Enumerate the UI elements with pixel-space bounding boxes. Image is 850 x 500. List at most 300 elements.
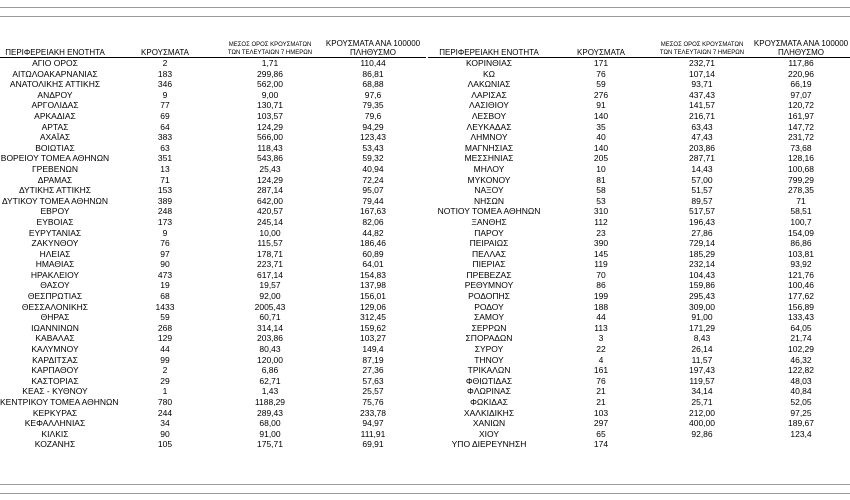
cases-cell: 119 — [594, 259, 608, 270]
cases-cell: 351 — [157, 153, 173, 164]
right-cases-table — [428, 35, 850, 450]
table-row — [0, 164, 426, 175]
region-cell: ΦΩΚΙΔΑΣ — [470, 397, 508, 407]
avg7-cell: 197,43 — [689, 365, 715, 376]
cases-cell: 174 — [593, 439, 609, 450]
per100k-cell: 72,24 — [362, 174, 384, 185]
cases-cell: 4 — [598, 354, 604, 365]
table-row — [428, 376, 850, 387]
cases-cell: 63 — [160, 142, 170, 153]
cases-cell: 183 — [157, 68, 173, 79]
avg7-cell: 120,00 — [257, 354, 283, 365]
avg7-cell: 729,14 — [689, 238, 715, 249]
region-cell: ΘΑΣΟΥ — [40, 280, 70, 291]
per100k-cell: 25,57 — [362, 386, 384, 397]
table-row — [0, 376, 426, 387]
avg7-cell: 309,00 — [689, 301, 715, 312]
region-cell: ΑΝΑΤΟΛΙΚΗΣ ΑΤΤΙΚΗΣ — [9, 79, 101, 90]
table-row — [428, 386, 850, 397]
per100k-cell: 95,07 — [362, 185, 384, 196]
table-row — [0, 196, 426, 207]
cases-cell: 71 — [160, 174, 170, 185]
cases-cell: 140 — [593, 110, 609, 121]
table-row — [428, 196, 850, 207]
cases-cell: 268 — [157, 322, 173, 333]
per100k-cell: 66,19 — [790, 79, 812, 90]
per100k-cell: 68,88 — [362, 79, 384, 90]
per100k-cell: 82,06 — [362, 216, 384, 227]
cases-cell: 19 — [160, 280, 170, 291]
avg7-cell: 299,86 — [257, 68, 283, 79]
table-row — [428, 228, 850, 239]
table-row — [0, 291, 426, 302]
table-row — [428, 122, 850, 133]
per100k-cell: 79,35 — [362, 100, 384, 111]
avg7-cell: 1,71 — [261, 58, 279, 68]
avg7-cell: 289,43 — [257, 407, 283, 418]
cases-cell: 188 — [593, 301, 609, 312]
header-avg7: ΜΕΣΟΣ ΟΡΟΣ ΚΡΟΥΣΜΑΤΩΝ ΤΩΝ ΤΕΛΕΥΤΑΙΩΝ 7 ΗΜΕΡΩΝ — [659, 42, 745, 56]
avg7-cell: 9,00 — [261, 89, 279, 100]
region-cell: ΚΑΡΔΙΤΣΑΣ — [32, 354, 78, 365]
per100k-cell: 71 — [796, 195, 806, 206]
per100k-cell: 123,4 — [790, 428, 812, 439]
cases-cell: 65 — [596, 428, 606, 439]
table-row — [428, 270, 850, 281]
table-row — [0, 312, 426, 323]
header-row — [0, 35, 426, 58]
avg7-cell: 216,71 — [689, 110, 715, 121]
table-row — [428, 439, 850, 450]
per100k-cell: 86,86 — [790, 238, 812, 249]
cases-cell: 1 — [162, 386, 168, 397]
avg7-cell: 47,43 — [691, 132, 713, 143]
table-row — [428, 333, 850, 344]
header-row — [428, 35, 850, 58]
avg7-cell: 124,29 — [257, 121, 283, 132]
table-row — [0, 418, 426, 429]
avg7-cell: 80,43 — [259, 344, 281, 355]
region-cell: ΡΕΘΥΜΝΟΥ — [464, 280, 514, 291]
cases-cell: 97 — [160, 248, 170, 259]
avg7-cell: 130,71 — [257, 100, 283, 111]
region-cell: ΚΩ — [482, 68, 496, 79]
region-cell: ΧΙΟΥ — [478, 428, 500, 439]
cases-cell: 2 — [162, 365, 168, 376]
region-cell: ΑΓΙΟ ΟΡΟΣ — [32, 58, 78, 68]
table-row — [0, 175, 426, 186]
table-row — [0, 302, 426, 313]
avg7-cell: 115,57 — [257, 238, 283, 249]
table-row — [428, 408, 850, 419]
table-row — [0, 355, 426, 366]
cases-cell: 53 — [596, 195, 606, 206]
avg7-cell: 19,57 — [259, 280, 281, 291]
cases-cell: 76 — [596, 68, 606, 79]
per100k-cell: 58,51 — [790, 206, 812, 217]
bottom-rule-secondary — [0, 493, 850, 494]
bottom-rule — [0, 484, 850, 485]
region-cell: ΕΒΡΟΥ — [40, 206, 70, 217]
table-row — [0, 238, 426, 249]
per100k-cell: 94,97 — [362, 418, 384, 429]
cases-cell: 3 — [598, 333, 604, 344]
cases-cell: 390 — [593, 238, 609, 249]
cases-cell: 2 — [162, 58, 168, 68]
avg7-cell: 63,43 — [691, 121, 713, 132]
region-cell: ΧΑΝΙΩΝ — [472, 418, 506, 429]
avg7-cell: 92,00 — [259, 291, 281, 302]
per100k-cell: 154,09 — [788, 227, 814, 238]
cases-cell: 205 — [593, 153, 609, 164]
cases-cell: 81 — [596, 174, 606, 185]
cases-cell: 77 — [160, 100, 170, 111]
per100k-cell: 147,72 — [788, 121, 814, 132]
region-cell: ΑΧΑΪΑΣ — [39, 132, 71, 143]
avg7-cell: 437,43 — [689, 89, 715, 100]
avg7-cell: 314,14 — [257, 322, 283, 333]
avg7-cell: 57,00 — [691, 174, 713, 185]
cases-cell: 473 — [157, 269, 173, 280]
cases-cell: 44 — [160, 344, 170, 355]
region-cell: ΘΗΡΑΣ — [40, 312, 70, 323]
table-row — [428, 153, 850, 164]
region-cell: ΜΑΓΝΗΣΙΑΣ — [464, 142, 514, 153]
per100k-cell: 60,89 — [362, 248, 384, 259]
avg7-cell: 420,57 — [257, 206, 283, 217]
region-cell: ΤΡΙΚΑΛΩΝ — [467, 365, 511, 376]
region-cell: ΗΜΑΘΙΑΣ — [35, 259, 75, 270]
table-row — [428, 132, 850, 143]
region-cell: ΠΕΛΛΑΣ — [471, 248, 507, 259]
table-row — [428, 365, 850, 376]
cases-cell: 244 — [157, 407, 173, 418]
per100k-cell: 231,72 — [788, 132, 814, 143]
region-cell: ΛΕΣΒΟΥ — [471, 110, 507, 121]
per100k-cell: 64,05 — [790, 322, 812, 333]
cases-cell: 346 — [157, 79, 173, 90]
avg7-cell: 566,00 — [257, 132, 283, 143]
cases-cell: 153 — [157, 185, 173, 196]
region-cell: ΤΗΝΟΥ — [474, 354, 504, 365]
cases-cell: 310 — [593, 206, 609, 217]
per100k-cell: 156,01 — [360, 291, 386, 302]
avg7-cell: 245,14 — [257, 216, 283, 227]
per100k-cell: 177,62 — [788, 291, 814, 302]
avg7-cell: 103,57 — [257, 110, 283, 121]
region-cell: ΖΑΚΥΝΘΟΥ — [31, 238, 79, 249]
table-row — [428, 291, 850, 302]
cases-cell: 173 — [157, 216, 173, 227]
region-cell: ΒΟΙΩΤΙΑΣ — [35, 142, 75, 153]
table-row — [428, 164, 850, 175]
avg7-cell: 92,86 — [691, 428, 713, 439]
region-cell: ΦΛΩΡΙΝΑΣ — [467, 386, 511, 397]
table-row — [0, 397, 426, 408]
cases-cell: 248 — [157, 206, 173, 217]
cases-cell: 383 — [157, 132, 173, 143]
cases-cell: 113 — [594, 322, 608, 333]
cases-cell: 297 — [593, 418, 609, 429]
region-cell: ΝΑΞΟΥ — [474, 185, 504, 196]
region-cell: ΙΩΑΝΝΙΝΩΝ — [31, 322, 79, 333]
region-cell: ΔΡΑΜΑΣ — [37, 174, 73, 185]
region-cell: ΑΙΤΩΛΟΑΚΑΡΝΑΝΙΑΣ — [12, 68, 98, 79]
per100k-cell: 46,32 — [790, 354, 812, 365]
avg7-cell: 27,86 — [691, 227, 713, 238]
cases-cell: 199 — [593, 291, 609, 302]
table-row — [428, 175, 850, 186]
table-row — [428, 280, 850, 291]
table-row — [428, 238, 850, 249]
avg7-cell: 10,00 — [259, 227, 281, 238]
cases-cell: 76 — [596, 375, 606, 386]
region-cell: ΚΙΛΚΙΣ — [41, 428, 69, 439]
region-cell: ΣΥΡΟΥ — [474, 344, 504, 355]
region-cell: ΒΟΡΕΙΟΥ ΤΟΜΕΑ ΑΘΗΝΩΝ — [0, 153, 110, 164]
per100k-cell: 312,45 — [360, 312, 386, 323]
cases-cell: 58 — [596, 185, 606, 196]
table-row — [0, 228, 426, 239]
region-cell: ΠΡΕΒΕΖΑΣ — [466, 269, 512, 280]
per100k-cell: 40,94 — [362, 163, 384, 174]
cases-cell: 105 — [157, 439, 173, 450]
region-cell: ΛΑΡΙΣΑΣ — [471, 89, 507, 100]
table-row — [428, 259, 850, 270]
cases-cell: 70 — [596, 269, 606, 280]
cases-cell: 68 — [160, 291, 170, 302]
table-row — [0, 132, 426, 143]
per100k-cell: 111,91 — [360, 428, 386, 439]
region-cell: ΚΟΡΙΝΘΙΑΣ — [465, 58, 513, 68]
per100k-cell: 220,96 — [788, 68, 814, 79]
avg7-cell: 141,57 — [689, 100, 715, 111]
table-row — [428, 397, 850, 408]
region-cell: ΘΕΣΣΑΛΟΝΙΚΗΣ — [21, 301, 89, 312]
left-table-body — [0, 58, 426, 450]
region-cell: ΠΑΡΟΥ — [474, 227, 504, 238]
per100k-cell: 137,98 — [360, 280, 386, 291]
header-region: ΠΕΡΙΦΕΡΕΙΑΚΗ ΕΝΟΤΗΤΑ — [439, 48, 539, 57]
avg7-cell: 26,14 — [691, 344, 713, 355]
avg7-cell: 287,71 — [689, 153, 715, 164]
cases-cell: 145 — [593, 248, 609, 259]
table-row — [0, 280, 426, 291]
per100k-cell: 97,25 — [790, 407, 812, 418]
avg7-cell: 62,71 — [259, 375, 281, 386]
avg7-cell: 68,00 — [259, 418, 281, 429]
per100k-cell: 27,36 — [362, 365, 384, 376]
per100k-cell: 799,29 — [788, 174, 814, 185]
region-cell: ΥΠΟ ΔΙΕΡΕΥΝΗΣΗ — [451, 439, 527, 450]
avg7-cell: 617,14 — [257, 269, 283, 280]
region-cell: ΓΡΕΒΕΝΩΝ — [32, 163, 78, 174]
per100k-cell: 93,92 — [790, 259, 812, 270]
region-cell: ΘΕΣΠΡΩΤΙΑΣ — [27, 291, 83, 302]
cases-cell: 44 — [596, 312, 606, 323]
table-row — [0, 323, 426, 334]
per100k-cell: 129,06 — [360, 301, 386, 312]
avg7-cell: 34,14 — [691, 386, 713, 397]
avg7-cell: 171,29 — [689, 322, 715, 333]
avg7-cell: 6,86 — [261, 365, 279, 376]
region-cell: ΚΕΑΣ - ΚΥΘΝΟΥ — [22, 386, 88, 397]
region-cell: ΔΥΤΙΚΗΣ ΑΤΤΙΚΗΣ — [18, 185, 92, 196]
per100k-cell: 156,89 — [788, 301, 814, 312]
table-row — [428, 79, 850, 90]
per100k-cell: 94,29 — [362, 121, 384, 132]
table-row — [428, 100, 850, 111]
cases-cell: 99 — [160, 354, 170, 365]
table-row — [0, 429, 426, 440]
avg7-cell: 295,43 — [689, 291, 715, 302]
table-row — [0, 90, 426, 101]
avg7-cell: 223,71 — [257, 259, 283, 270]
avg7-cell: 400,00 — [689, 418, 715, 429]
region-cell: ΞΑΝΘΗΣ — [471, 216, 507, 227]
header-cases: ΚΡΟΥΣΜΑΤΑ — [577, 48, 625, 57]
table-row — [0, 408, 426, 419]
region-cell: ΜΕΣΣΗΝΙΑΣ — [464, 153, 514, 164]
cases-cell: 780 — [157, 397, 173, 407]
region-cell: ΚΑΒΑΛΑΣ — [35, 333, 75, 344]
region-cell: ΛΑΣΙΘΙΟΥ — [469, 100, 509, 111]
per100k-cell: 149,4 — [362, 344, 384, 355]
avg7-cell: 232,71 — [689, 58, 715, 68]
table-row — [0, 58, 426, 69]
avg7-cell: 543,86 — [257, 153, 283, 164]
region-cell: ΠΙΕΡΙΑΣ — [472, 259, 506, 270]
region-cell: ΣΕΡΡΩΝ — [471, 322, 507, 333]
per100k-cell: 154,83 — [360, 269, 386, 280]
region-cell: ΚΕΦΑΛΛΗΝΙΑΣ — [24, 418, 86, 429]
region-cell: ΡΟΔΟΠΗΣ — [468, 291, 510, 302]
per100k-cell: 133,43 — [788, 312, 814, 323]
per100k-cell: 79,6 — [364, 110, 382, 121]
per100k-cell: 97,07 — [790, 89, 812, 100]
region-cell: ΕΥΡΥΤΑΝΙΑΣ — [28, 227, 82, 238]
cases-cell: 90 — [160, 259, 170, 270]
left-cases-table — [0, 35, 426, 450]
table-row — [0, 217, 426, 228]
cases-cell: 23 — [596, 227, 606, 238]
cases-cell: 10 — [596, 163, 606, 174]
table-row — [428, 302, 850, 313]
region-cell: ΜΥΚΟΝΟΥ — [467, 174, 511, 185]
avg7-cell: 14,43 — [691, 163, 713, 174]
table-row — [0, 153, 426, 164]
avg7-cell: 196,43 — [689, 216, 715, 227]
avg7-cell: 89,57 — [691, 195, 713, 206]
per100k-cell: 103,81 — [788, 248, 814, 259]
per100k-cell: 40,84 — [790, 386, 812, 397]
per100k-cell: 52,05 — [790, 397, 812, 407]
per100k-cell: 57,63 — [362, 375, 384, 386]
cases-cell: 9 — [162, 227, 168, 238]
cases-cell: 69 — [160, 110, 170, 121]
cases-cell: 161 — [593, 365, 609, 376]
table-row — [0, 79, 426, 90]
per100k-cell: 117,86 — [788, 58, 814, 68]
avg7-cell: 562,00 — [257, 79, 283, 90]
cases-cell: 129 — [157, 333, 173, 344]
per100k-cell: 97,6 — [364, 89, 382, 100]
header-per100k: ΚΡΟΥΣΜΑΤΑ ΑΝΑ 100000 ΠΛΗΘΥΣΜΟ — [325, 39, 421, 57]
header-cases: ΚΡΟΥΣΜΑΤΑ — [141, 48, 189, 57]
per100k-cell: 121,76 — [788, 269, 814, 280]
avg7-cell: 25,71 — [691, 397, 713, 407]
avg7-cell — [652, 439, 752, 450]
top-rule-secondary — [0, 16, 850, 17]
per100k-cell: 100,68 — [788, 163, 814, 174]
avg7-cell: 51,57 — [691, 185, 713, 196]
header-region: ΠΕΡΙΦΕΡΕΙΑΚΗ ΕΝΟΤΗΤΑ — [5, 48, 105, 57]
per100k-cell: 189,67 — [788, 418, 814, 429]
cases-cell: 35 — [596, 121, 606, 132]
cases-cell: 276 — [593, 89, 609, 100]
per100k-cell: 278,35 — [788, 185, 814, 196]
region-cell: ΗΛΕΙΑΣ — [39, 248, 71, 259]
region-cell: ΦΘΙΩΤΙΔΑΣ — [465, 375, 513, 386]
table-row — [428, 111, 850, 122]
table-row — [0, 259, 426, 270]
header-per100k: ΚΡΟΥΣΜΑΤΑ ΑΝΑ 100000 ΠΛΗΘΥΣΜΟ — [753, 39, 849, 57]
table-row — [428, 69, 850, 80]
avg7-cell: 91,00 — [259, 428, 281, 439]
per100k-cell: 48,03 — [790, 375, 812, 386]
avg7-cell: 91,00 — [691, 312, 713, 323]
avg7-cell: 11,57 — [691, 354, 713, 365]
per100k-cell: 44,82 — [362, 227, 384, 238]
per100k-cell: 100,7 — [790, 216, 812, 227]
region-cell: ΚΕΡΚΥΡΑΣ — [32, 407, 78, 418]
table-row — [428, 312, 850, 323]
region-cell: ΑΡΓΟΛΙΔΑΣ — [31, 100, 79, 111]
table-row — [0, 100, 426, 111]
avg7-cell: 287,14 — [257, 185, 283, 196]
region-cell: ΛΑΚΩΝΙΑΣ — [467, 79, 511, 90]
table-row — [0, 206, 426, 217]
cases-cell: 13 — [160, 163, 170, 174]
avg7-cell: 8,43 — [693, 333, 711, 344]
per100k-cell: 103,27 — [360, 333, 386, 344]
table-row — [0, 122, 426, 133]
region-cell: ΛΕΥΚΑΔΑΣ — [466, 121, 512, 132]
region-cell: ΛΗΜΝΟΥ — [470, 132, 508, 143]
per100k-cell: 120,72 — [788, 100, 814, 111]
avg7-cell: 203,86 — [257, 333, 283, 344]
table-row — [0, 365, 426, 376]
per100k-cell: 79,44 — [362, 195, 384, 206]
region-cell: ΚΟΖΑΝΗΣ — [34, 439, 76, 450]
cases-cell: 59 — [596, 79, 606, 90]
region-cell: ΚΕΝΤΡΙΚΟΥ ΤΟΜΕΑ ΑΘΗΝΩΝ — [0, 397, 119, 407]
region-cell: ΗΡΑΚΛΕΙΟΥ — [30, 269, 80, 280]
avg7-cell: 159,86 — [689, 280, 715, 291]
cases-cell: 76 — [160, 238, 170, 249]
avg7-cell: 119,57 — [689, 375, 715, 386]
table-row — [0, 333, 426, 344]
avg7-cell: 25,43 — [259, 163, 281, 174]
avg7-cell: 178,71 — [257, 248, 283, 259]
region-cell: ΝΗΣΩΝ — [473, 195, 505, 206]
table-row — [428, 217, 850, 228]
per100k-cell: 75,76 — [362, 397, 384, 407]
cases-cell: 34 — [160, 418, 170, 429]
region-cell: ΣΑΜΟΥ — [473, 312, 504, 323]
table-row — [428, 206, 850, 217]
per100k-cell: 53,43 — [362, 142, 384, 153]
